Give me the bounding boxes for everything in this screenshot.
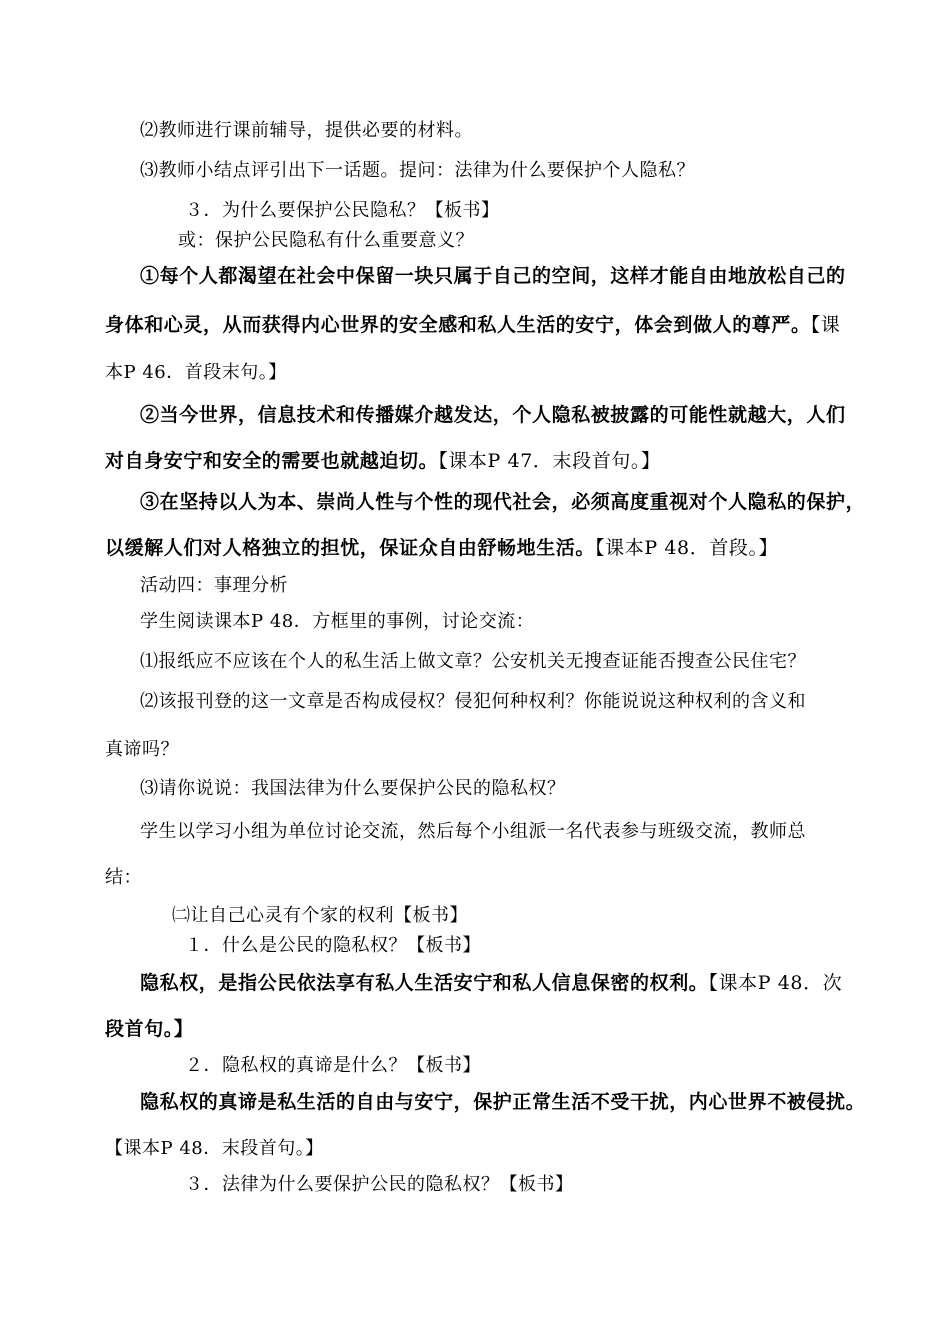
key-point <box>140 971 842 995</box>
textbook-reference: 本P 46．首段末句。】 <box>105 362 287 383</box>
key-point-text: 以缓解人们对人格独立的担忧，保证众自由舒畅地生活。 <box>105 537 596 559</box>
text-line: ⑶教师小结点评引出下一话题。提问：法律为什么要保护个人隐私？ <box>140 160 695 181</box>
board-heading: １．什么是公民的隐私权？【板书】 <box>185 935 481 956</box>
question-item: ⑴报纸应不应该在个人的私生活上做文章？公安机关无搜查证能否搜查公民住宅？ <box>140 651 806 672</box>
board-heading: ３．为什么要保护公民隐私？【板书】 <box>185 200 500 221</box>
board-heading: ㈡让自己心灵有个家的权利【板书】 <box>172 905 468 926</box>
text-line: 或：保护公民隐私有什么重要意义？ <box>178 230 474 251</box>
key-point-text: 对自身安宁和安全的需要也就越迫切。 <box>105 450 439 472</box>
textbook-reference: 【课本P 48．末段首句。】 <box>105 1138 324 1159</box>
textbook-reference: 【课本P 48．首段。】 <box>595 537 779 559</box>
text-line: 学生阅读课本P 48．方框里的事例，讨论交流： <box>140 611 535 632</box>
key-point-text: 身体和心灵，从而获得内心世界的安全感和私人生活的安宁，体会到做人的尊严。 <box>105 314 811 336</box>
textbook-reference: 【课 <box>810 314 841 336</box>
key-point: ①每个人都渴望在社会中保留一块只属于自己的空间，这样才能自由地放松自己的 <box>140 265 846 287</box>
key-point <box>105 313 840 337</box>
key-point: 隐私权的真谛是私生活的自由与安宁，保护正常生活不受干扰，内心世界不被侵扰。 <box>140 1091 866 1113</box>
question-item: 真谛吗？ <box>105 739 179 760</box>
key-point-text: 隐私权，是指公民依法享有私人生活安宁和私人信息保密的权利。 <box>140 972 709 994</box>
key-point <box>105 536 778 560</box>
text-line: 结： <box>105 867 142 888</box>
key-point <box>105 449 661 473</box>
board-heading: ３．法律为什么要保护公民的隐私权？【板书】 <box>185 1174 574 1195</box>
board-heading: ２．隐私权的真谛是什么？【板书】 <box>185 1055 481 1076</box>
textbook-reference: 【课本P 48．次 <box>708 972 843 994</box>
key-point: ③在坚持以人为本、崇尚人性与个性的现代社会，必须高度重视对个人隐私的保护， <box>140 491 866 513</box>
activity-heading: 活动四：事理分析 <box>140 575 288 596</box>
text-line: 学生以学习小组为单位讨论交流，然后每个小组派一名代表参与班级交流，教师总 <box>140 821 806 842</box>
key-point: ②当今世界，信息技术和传播媒介越发达，个人隐私被披露的可能性就越大，人们 <box>140 404 846 426</box>
text-line: ⑵教师进行课前辅导，提供必要的材料。 <box>140 120 473 141</box>
textbook-reference: 段首句。】 <box>105 1018 194 1040</box>
question-item: ⑵该报刊登的这一文章是否构成侵权？侵犯何种权利？你能说说这种权利的含义和 <box>140 691 806 712</box>
textbook-reference: 【课本P 47．末段首句。】 <box>438 450 661 472</box>
question-item: ⑶请你说说：我国法律为什么要保护公民的隐私权？ <box>140 778 566 799</box>
